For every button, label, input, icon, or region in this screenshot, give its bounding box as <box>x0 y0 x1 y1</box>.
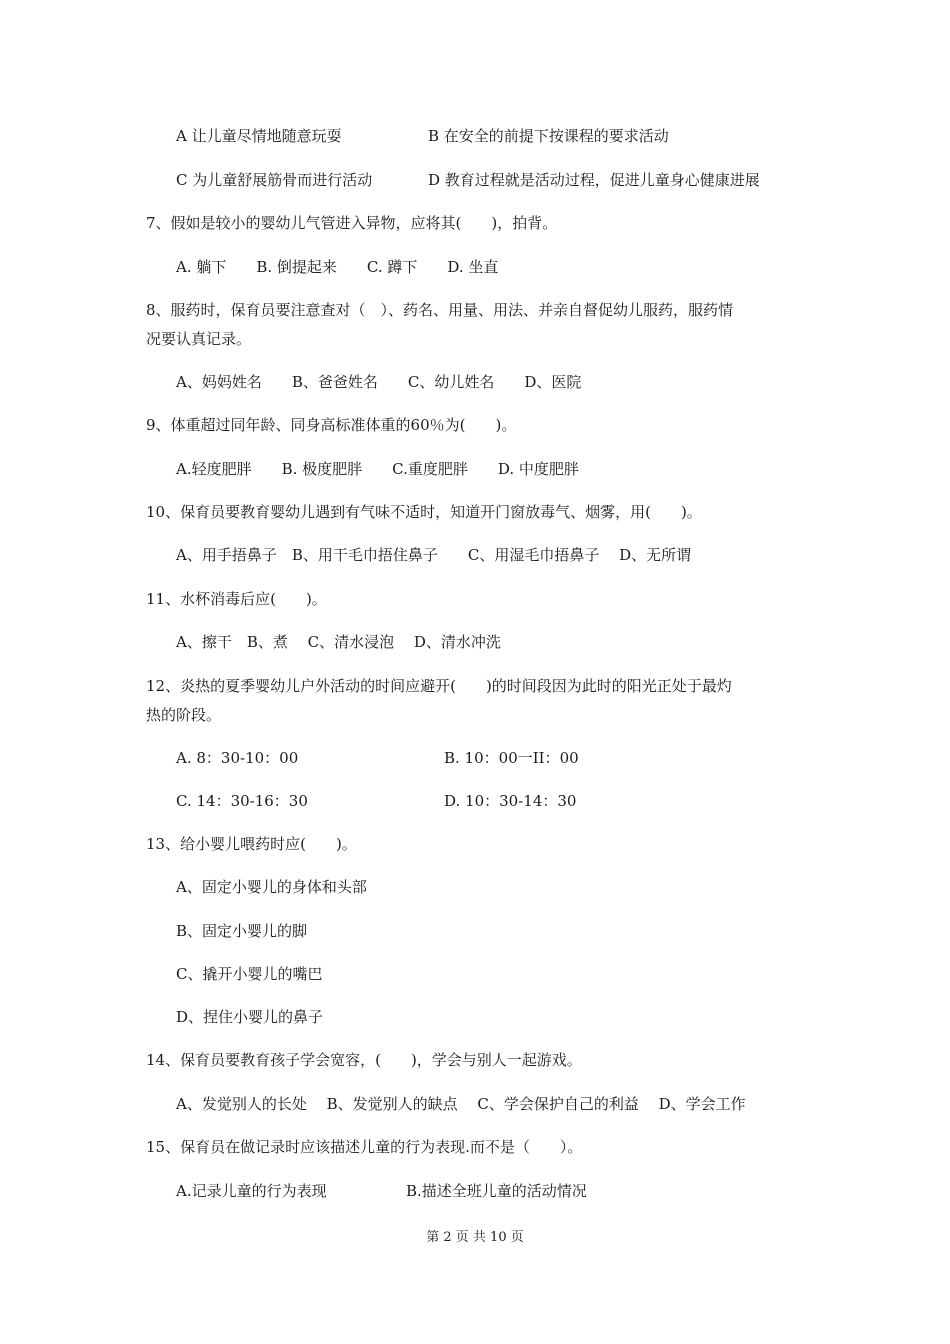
q7-options: A. 躺下 B. 倒提起来 C. 蹲下 D. 坐直 <box>176 258 499 276</box>
q12-option-a: A. 8：30-10：00 <box>176 749 299 767</box>
question-13: 13、给小婴儿喂药时应( )。 <box>146 835 357 853</box>
q11-options: A、擦干 B、煮 C、清水浸泡 D、清水冲洗 <box>176 633 501 651</box>
question-7: 7、假如是较小的婴幼儿气管进入异物，应将其( )，拍背。 <box>146 214 558 232</box>
question-14: 14、保育员要教育孩子学会宽容，( )，学会与别人一起游戏。 <box>146 1051 582 1069</box>
q12-option-b: B. 10：00一II：00 <box>444 749 579 767</box>
q13-option-c: C、撬开小婴儿的嘴巴 <box>176 965 323 983</box>
question-10: 10、保育员要教育婴幼儿遇到有气味不适时，知道开门窗放毒气、烟雾，用( )。 <box>146 503 702 521</box>
question-12-line-1: 12、炎热的夏季婴幼儿户外活动的时间应避开( )的时间段因为此时的阳光正处于最灼 <box>146 677 732 695</box>
question-11: 11、水杯消毒后应( )。 <box>146 590 327 608</box>
q6-option-a: A 让儿童尽情地随意玩耍 <box>176 127 342 145</box>
q6-option-d: D 教育过程就是活动过程，促进儿童身心健康进展 <box>428 171 760 189</box>
q13-option-a: A、固定小婴儿的身体和头部 <box>176 878 367 896</box>
question-8-line-2: 况要认真记录。 <box>146 330 252 348</box>
page-number-footer: 第 2 页 共 10 页 <box>426 1230 524 1245</box>
question-12-line-2: 热的阶段。 <box>146 706 222 724</box>
q15-option-a: A.记录儿童的行为表现 <box>176 1182 327 1200</box>
question-8-line-1: 8、服药时，保育员要注意查对（ ）、药名、用量、用法、并亲自督促幼儿服药，服药情 <box>146 301 734 319</box>
q14-options: A、发觉别人的长处 B、发觉别人的缺点 C、学会保护自己的利益 D、学会工作 <box>176 1095 746 1113</box>
q10-options: A、用手捂鼻子 B、用干毛巾捂住鼻子 C、用湿毛巾捂鼻子 D、无所谓 <box>176 546 692 564</box>
q12-option-d: D. 10：30-14：30 <box>444 792 577 810</box>
question-9: 9、体重超过同年龄、同身高标准体重的60％为( )。 <box>146 416 517 434</box>
q13-option-b: B、固定小婴儿的脚 <box>176 922 308 940</box>
q12-option-c: C. 14：30-16：30 <box>176 792 308 810</box>
question-15: 15、保育员在做记录时应该描述儿童的行为表现.而不是（ ）。 <box>146 1138 583 1156</box>
q15-option-b: B.描述全班儿童的活动情况 <box>406 1182 587 1200</box>
q13-option-d: D、捏住小婴儿的鼻子 <box>176 1008 324 1026</box>
q8-options: A、妈妈姓名 B、爸爸姓名 C、幼儿姓名 D、医院 <box>176 373 582 391</box>
q6-option-b: B 在安全的前提下按课程的要求活动 <box>428 127 669 145</box>
q6-option-c: C 为儿童舒展筋骨而进行活动 <box>176 171 373 189</box>
q9-options: A.轻度肥胖 B. 极度肥胖 C.重度肥胖 D. 中度肥胖 <box>176 460 579 478</box>
